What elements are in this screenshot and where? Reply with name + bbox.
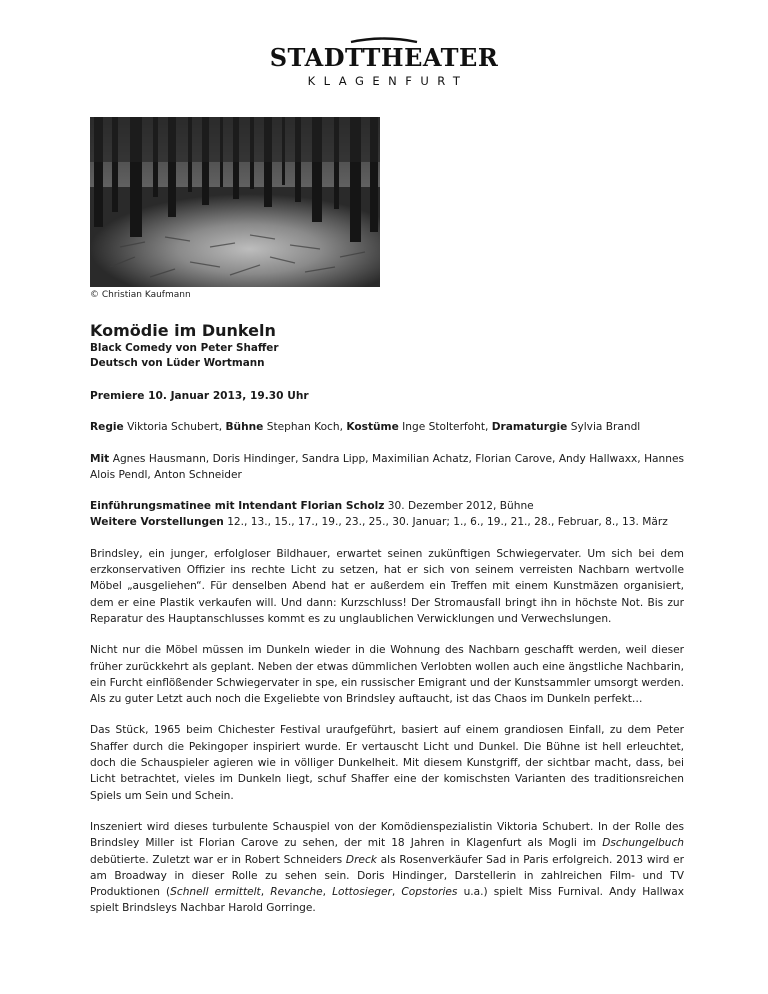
logo-wordmark: STADTTHEATER — [269, 43, 499, 72]
dramaturgie-label: Dramaturgie — [491, 421, 568, 434]
paragraph-1: Brindsley, ein junger, erfolgloser Bildhauer, erwartet seinen zukünftigen Schwiegervater. Um sich bei dem erzkonservativen Offizier ins rechte Licht zu setzen, hat er sich von seinem verreisten Nachbarn wertvolle Möbel „ausgeliehen“. Für denselben Abend hat er außerdem ein Treffen mit einem Kunstmäzen organisiert, dem er eine Plastik verkaufen will. Und dann: Kurzschluss! Der Stromausfall bringt ihn in höchste Not. Bis zur Reparatur des Hauptanschlusses kommt es zu unglaublichen Verwicklungen und Verwechslungen. — [90, 547, 684, 625]
p4-text: , — [322, 886, 333, 899]
forest-image — [90, 117, 380, 287]
dates — [90, 498, 684, 531]
play-subtitle: Black Comedy von Peter Shaffer — [90, 342, 279, 354]
kostueme-value: Inge Stolterfoht, — [402, 421, 489, 434]
matinee-value: 30. Dezember 2012, Bühne — [387, 500, 534, 513]
regie-label: Regie — [90, 421, 124, 434]
p4-text: u.a.) spielt Miss Furnival. Andy Hallwax spielt Brindsleys Nachbar Harold Gorringe. — [90, 886, 684, 915]
photo-credit: © Christian Kaufmann — [90, 290, 191, 300]
p4-title-copstories: Copstories — [401, 886, 458, 899]
paragraph-4 — [90, 819, 684, 917]
cast-names: Agnes Hausmann, Doris Hindinger, Sandra Lipp, Maximilian Achatz, Florian Carove, Andy Hallwaxx, Hannes Alois Pendl, Anton Schneider — [90, 452, 684, 481]
further-dates-label: Weitere Vorstellungen — [90, 516, 224, 529]
creative-team — [90, 419, 684, 435]
p4-text: , — [260, 886, 271, 899]
press-text — [90, 321, 684, 917]
production-photo — [90, 117, 380, 287]
matinee-label: Einführungsmatinee mit Intendant Florian Scholz — [90, 500, 385, 513]
paragraph-2: Nicht nur die Möbel müssen im Dunkeln wieder in die Wohnung des Nachbarn geschafft werden, weil dieser früher zurückkehrt als geplant. Neben der etwas dümmlichen Verlobten wollen auch eine ängstliche Nachbarin, ein Furcht einflößender Schwiegervater in spe, ein russischer Emigrant und der Kunstsammler umsorgt werden. Als zu guter Letzt auch noch die Exgeliebte von Brindsley auftaucht, ist das Chaos im Dunkeln perfekt… — [90, 644, 684, 706]
play-title: Komödie im Dunkeln — [90, 321, 276, 340]
logo-city: KLAGENFURT — [307, 74, 469, 88]
p4-text: , — [391, 886, 402, 899]
theater-logo — [0, 36, 768, 88]
cast-list — [90, 451, 684, 484]
p4-title-lottosieger: Lottosieger — [332, 886, 392, 899]
p4-text: debütierte. Zuletzt war er in Robert Schneiders — [90, 853, 346, 866]
p4-title-revanche: Revanche — [270, 886, 323, 899]
dramaturgie-value: Sylvia Brandl — [570, 421, 641, 434]
p4-title-schnell-ermittelt: Schnell ermittelt — [170, 886, 261, 899]
buehne-value: Stephan Koch, — [266, 421, 343, 434]
p4-text: als Rosenverkäufer Sad in Paris erfolgreich. 2013 wird er am Broadway in dieser Rolle zu sehen sein. Doris Hindinger, Darstellerin in zahlreichen Film- und TV Produktionen ( — [90, 853, 684, 899]
cast-label: Mit — [90, 452, 110, 465]
paragraph-3: Das Stück, 1965 beim Chichester Festival uraufgeführt, basiert auf einem grandiosen Einfall, zu dem Peter Shaffer durch die Pekingoper inspiriert wurde. Er vertauscht Licht und Dunkel. Die Bühne ist hell erleuchtet, doch die Schauspieler agieren wie in völliger Dunkelheit. Mit diesem Kunstgriff, der sichtbar macht, dass, bei Licht betrachtet, vieles im Dunkeln liegt, schuf Shaffer eine der komischsten Varianten des traditionsreichen Spiels um Sein und Schein. — [90, 724, 684, 802]
buehne-label: Bühne — [225, 421, 264, 434]
translator-line: Deutsch von Lüder Wortmann — [90, 357, 265, 369]
p4-title-dschungelbuch: Dschungelbuch — [602, 837, 684, 850]
premiere-line: Premiere 10. Januar 2013, 19.30 Uhr — [90, 390, 309, 402]
p4-text: Inszeniert wird dieses turbulente Schauspiel von der Komödienspezialistin Viktoria Schubert. In der Rolle des Brindsley Miller ist Florian Carove zu sehen, der mit 18 Jahren in Klagenfurt als Mogli im — [90, 820, 684, 850]
further-dates-value: 12., 13., 15., 17., 19., 23., 25., 30. Januar; 1., 6., 19., 21., 28., Februar, 8., 13. März — [227, 516, 668, 529]
kostueme-label: Kostüme — [346, 421, 399, 434]
p4-title-dreck: Dreck — [345, 853, 377, 866]
regie-value: Viktoria Schubert, — [127, 421, 223, 434]
